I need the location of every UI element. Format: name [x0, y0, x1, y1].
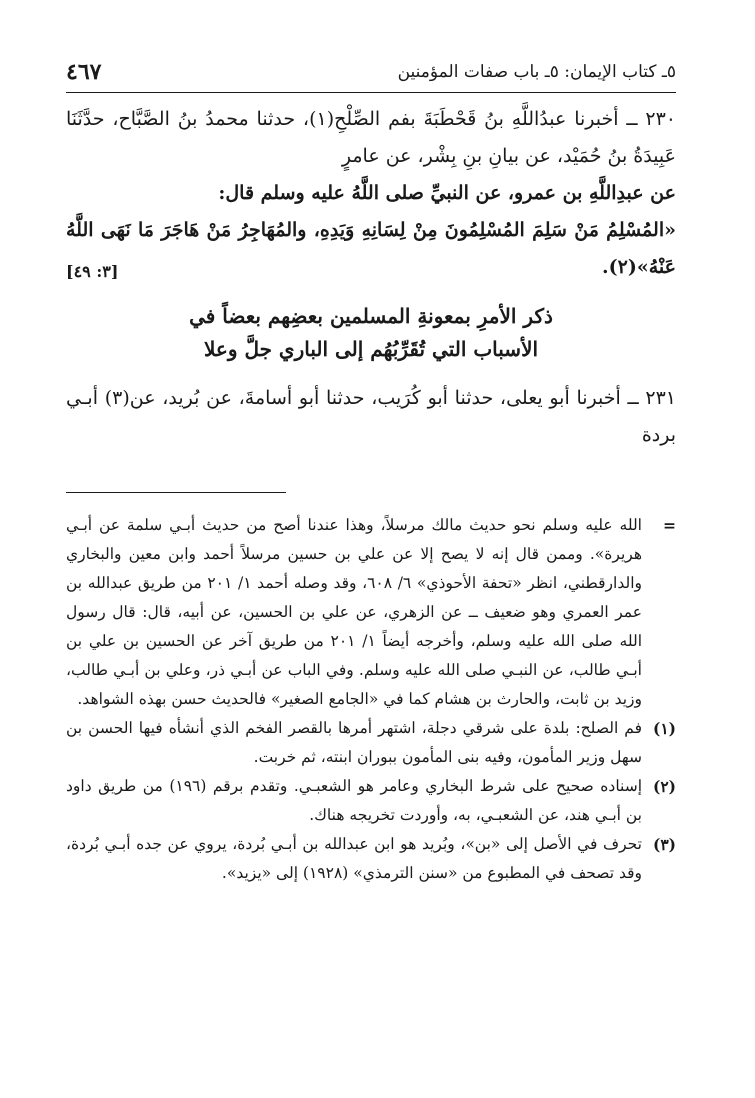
page-number: ٤٦٧: [66, 59, 102, 85]
book-page: [66, 58, 676, 888]
footnotes: [66, 511, 676, 888]
hadith-230-matn: [66, 212, 676, 286]
running-header: [66, 58, 676, 93]
footnote-1: [66, 714, 676, 772]
footnote-text: الله عليه وسلم نحو حديث مالك مرسلاً، وهذا عندنا أصح من حديث أبـي سلمة عن أبـي هريرة». وممن قال إنه لا يصح إلا عن علي بن حسين مرسلاً أحمد وابن معين والبخاري والدارقطني، انظر «تحفة الأحوذي» ٦/ ٦٠٨، وقد وصله أحمد ١/ ٢٠١ من طريق عبدالله بن عمر العمري وهو ضعيف ــ عن الزهري، عن علي بن الحسين، عن أبيه، قال: قال رسول الله صلى الله عليه وسلم، وأخرجه أيضاً ١/ ٢٠١ من طريق آخر عن الحسين بن علي بن أبـي طالب، عن النبـي صلى الله عليه وسلم. وفي الباب عن أبـي ذر، وعلي بن أبـي طالب، وزيد بن ثابت، والحارث بن هشام كما في «الجامع الصغير» فالحديث حسن بهذه الشواهد.: [66, 516, 642, 708]
footnote-marker: (١): [652, 719, 676, 738]
chapter-heading-line1: ذكر الأمرِ بمعونةِ المسلمين بعضِهم بعضاً في: [189, 304, 553, 328]
footnote-3: [66, 830, 676, 888]
footnote-text: تحرف في الأصل إلى «بن»، وبُريد هو ابن عبدالله بن أبـي بُردة، يروي عن جده أبـي بُردة، وقد تصحف في المطبوع من «سنن الترمذي» (١٩٢٨) إلى «يزيد».: [66, 835, 642, 882]
chapter-title: ٥ـ كتاب الإيمان: ٥ـ باب صفات المؤمنين: [397, 62, 676, 82]
footnote-separator: [66, 492, 286, 493]
main-text: [66, 101, 676, 454]
chapter-heading: [66, 300, 676, 366]
hadith-230-citation: [٣: ٤٩]: [66, 262, 119, 281]
chapter-heading-line2: الأسباب التي تُقَرِّبُهُم إلى الباري جلَّ وعلا: [203, 337, 539, 361]
footnote-continuation: [66, 511, 676, 714]
hadith-230-isnad: ٢٣٠ ــ أخبرنا عبدُاللَّهِ بنُ قَحْطَبَةَ بفم الصِّلْحِ(١)، حدثنا محمدُ بنُ الصَّبَّاح، حدَّثَنَا عَبِيدَةُ بنُ حُمَيْد، عن بيانِ بنِ بِشْر، عن عامرٍ: [66, 108, 676, 167]
footnote-2: [66, 772, 676, 830]
hadith-230-matn-text: «المُسْلِمُ مَنْ سَلِمَ المُسْلِمُونَ مِنْ لِسَانِهِ وَيَدِهِ، والمُهَاجِرُ مَنْ هَاجَرَ مَا نَهَى اللَّهُ عَنْهُ»(٢).: [66, 219, 676, 278]
footnote-marker: (٣): [652, 835, 676, 854]
footnote-text: فم الصلح: بلدة على شرقي دجلة، اشتهر أمرها بالقصر الفخم الذي أنشأه فيها الحسن بن سهل وزير المأمون، وفيه بنى المأمون ببوران ابنته، ثم خربت.: [66, 719, 642, 766]
footnote-marker: (٢): [652, 777, 676, 796]
hadith-231: ٢٣١ ــ أخبرنا أبو يعلى، حدثنا أبو كُرَيب، حدثنا أبو أسامةَ، عن بُريد، عن(٣) أبـي بردة: [66, 387, 676, 446]
footnote-marker: =: [663, 516, 676, 535]
footnote-text: إسناده صحيح على شرط البخاري وعامر هو الشعبـي. وتقدم برقم (١٩٦) من طريق داود بن أبـي هند، عن الشعبـي، به، وأوردت تخريجه هناك.: [66, 777, 643, 824]
hadith-230-line2: عن عبدِاللَّهِ بن عمرو، عن النبيِّ صلى اللَّهُ عليه وسلم قال:: [218, 182, 676, 204]
